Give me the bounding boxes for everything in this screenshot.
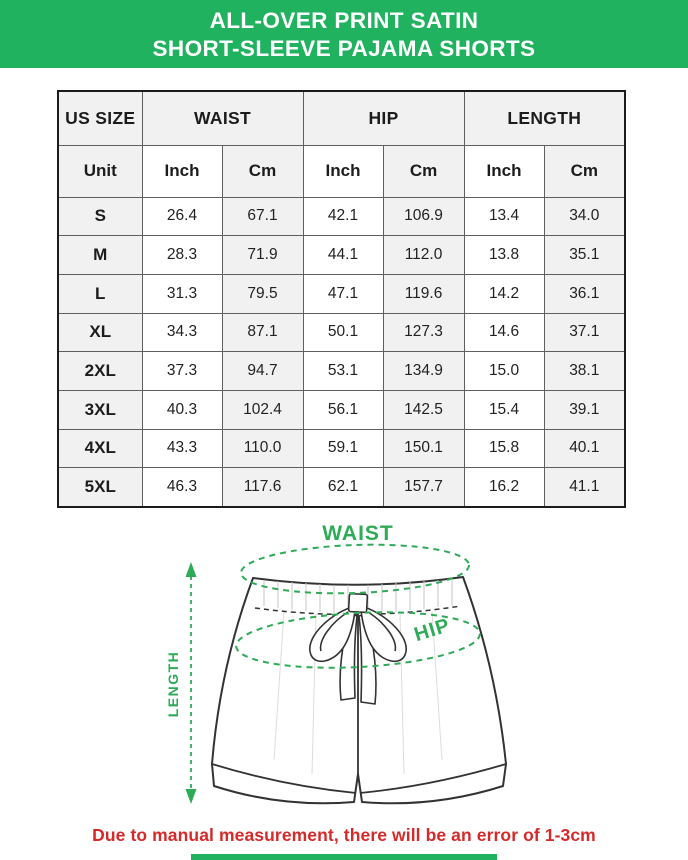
header-hip: HIP <box>303 91 464 145</box>
measurement-cell: 53.1 <box>303 352 383 391</box>
measurement-cell: 44.1 <box>303 236 383 275</box>
unit-waist-cm: Cm <box>222 145 303 197</box>
unit-hip-cm: Cm <box>383 145 464 197</box>
size-cell: XL <box>58 313 142 352</box>
measurement-cell: 47.1 <box>303 274 383 313</box>
length-label: LENGTH <box>165 650 181 718</box>
size-cell: M <box>58 236 142 275</box>
measurement-cell: 110.0 <box>222 429 303 468</box>
waist-label: WAIST <box>322 522 394 545</box>
measurement-cell: 38.1 <box>544 352 625 391</box>
measurement-cell: 15.4 <box>464 390 544 429</box>
table-row <box>58 274 625 313</box>
table-row <box>58 468 625 507</box>
measurement-cell: 26.4 <box>142 197 222 236</box>
measurement-cell: 142.5 <box>383 390 464 429</box>
measurement-cell: 71.9 <box>222 236 303 275</box>
measurement-cell: 37.3 <box>142 352 222 391</box>
measurement-cell: 37.1 <box>544 313 625 352</box>
measurement-cell: 15.8 <box>464 429 544 468</box>
measurement-cell: 102.4 <box>222 390 303 429</box>
table-row <box>58 390 625 429</box>
length-measure-arrow <box>186 562 197 804</box>
title-line-2: SHORT-SLEEVE PAJAMA SHORTS <box>152 35 536 61</box>
measurement-cell: 41.1 <box>544 468 625 507</box>
measurement-cell: 150.1 <box>383 429 464 468</box>
measurement-cell: 50.1 <box>303 313 383 352</box>
measurement-cell: 13.4 <box>464 197 544 236</box>
measurement-cell: 15.0 <box>464 352 544 391</box>
table-row <box>58 352 625 391</box>
measurement-cell: 67.1 <box>222 197 303 236</box>
measurement-cell: 46.3 <box>142 468 222 507</box>
measurement-cell: 35.1 <box>544 236 625 275</box>
measurement-cell: 36.1 <box>544 274 625 313</box>
size-cell: S <box>58 197 142 236</box>
header-length: LENGTH <box>464 91 625 145</box>
size-chart-container <box>57 90 626 508</box>
table-row <box>58 429 625 468</box>
size-cell: 4XL <box>58 429 142 468</box>
measurement-cell: 34.3 <box>142 313 222 352</box>
size-chart-table <box>57 90 626 508</box>
header-waist: WAIST <box>142 91 303 145</box>
table-row <box>58 197 625 236</box>
measurement-cell: 28.3 <box>142 236 222 275</box>
measurement-cell: 13.8 <box>464 236 544 275</box>
measurement-cell: 40.3 <box>142 390 222 429</box>
measurement-cell: 87.1 <box>222 313 303 352</box>
header-us-size: US SIZE <box>58 91 142 145</box>
measurement-cell: 112.0 <box>383 236 464 275</box>
measurement-cell: 94.7 <box>222 352 303 391</box>
measurement-cell: 14.6 <box>464 313 544 352</box>
measurement-cell: 40.1 <box>544 429 625 468</box>
size-cell: L <box>58 274 142 313</box>
measurement-cell: 16.2 <box>464 468 544 507</box>
title-banner <box>0 0 688 68</box>
measurement-cell: 39.1 <box>544 390 625 429</box>
measurement-cell: 127.3 <box>383 313 464 352</box>
measurement-cell: 14.2 <box>464 274 544 313</box>
measurement-cell: 31.3 <box>142 274 222 313</box>
size-cell: 2XL <box>58 352 142 391</box>
measurement-cell: 62.1 <box>303 468 383 507</box>
table-unit-row <box>58 145 625 197</box>
measurement-cell: 42.1 <box>303 197 383 236</box>
unit-length-cm: Cm <box>544 145 625 197</box>
measurement-cell: 43.3 <box>142 429 222 468</box>
unit-length-inch: Inch <box>464 145 544 197</box>
measurement-cell: 117.6 <box>222 468 303 507</box>
measurement-cell: 157.7 <box>383 468 464 507</box>
unit-label: Unit <box>58 145 142 197</box>
shorts-diagram <box>134 512 554 832</box>
size-chart-body <box>58 197 625 507</box>
size-cell: 5XL <box>58 468 142 507</box>
measurement-cell: 79.5 <box>222 274 303 313</box>
measurement-disclaimer: Due to manual measurement, there will be an error of 1-3cm <box>92 825 596 845</box>
table-row <box>58 236 625 275</box>
unit-waist-inch: Inch <box>142 145 222 197</box>
measurement-cell: 119.6 <box>383 274 464 313</box>
title-line-1: ALL-OVER PRINT SATIN <box>209 7 479 33</box>
measurement-cell: 59.1 <box>303 429 383 468</box>
size-cell: 3XL <box>58 390 142 429</box>
hip-label: HIP <box>411 614 453 647</box>
bottom-accent-bar <box>191 854 497 860</box>
measurement-cell: 134.9 <box>383 352 464 391</box>
measurement-cell: 56.1 <box>303 390 383 429</box>
table-row <box>58 313 625 352</box>
measurement-cell: 106.9 <box>383 197 464 236</box>
measurement-cell: 34.0 <box>544 197 625 236</box>
table-header-row <box>58 91 625 145</box>
unit-hip-inch: Inch <box>303 145 383 197</box>
